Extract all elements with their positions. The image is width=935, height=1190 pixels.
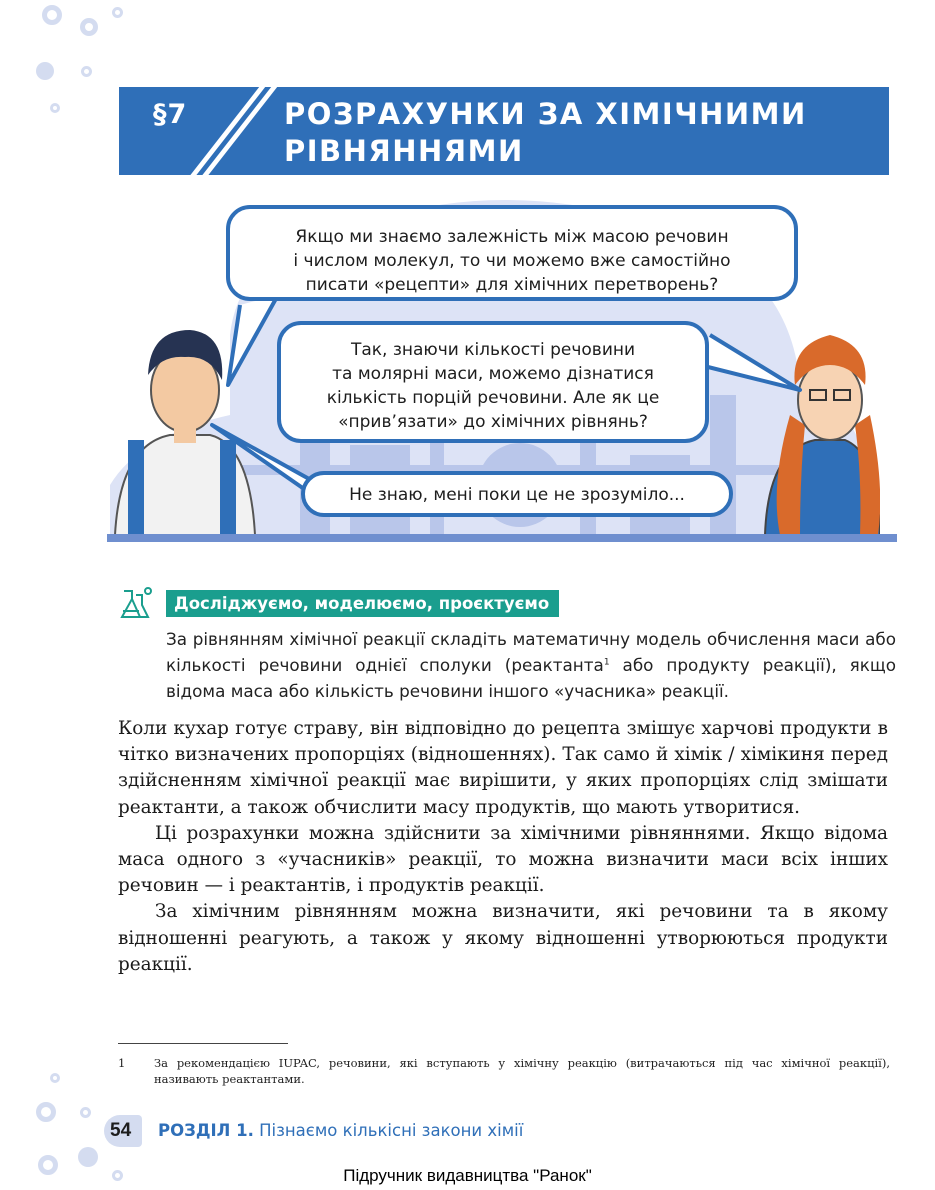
dialogue-illustration [0,175,935,555]
running-footer [158,1121,523,1140]
publisher-line: Підручник видавництва "Ранок" [343,1166,592,1185]
section-label: РОЗДІЛ 1. [158,1121,254,1140]
bubble-line: та молярні маси, можемо дізнатися [332,364,654,384]
flask-icon [118,585,158,621]
decor-bubble [81,66,92,77]
bubble-line: Не знаю, мені поки це не зрозуміло... [349,485,685,505]
decor-bubble [80,18,98,36]
body-text [118,716,888,978]
banner-stripe [173,87,273,175]
bubble-line: «прив’язати» до хімічних рівнянь? [338,412,648,432]
title-line: РОЗРАХУНКИ ЗА ХІМІЧНИМИ [284,97,807,131]
bubble-line: кількість порцій речовини. Але як це [326,388,660,408]
bubble-line: Якщо ми знаємо залежність між масою речовин [295,227,729,247]
footnote-text: За рекомендацією IUPAC, речовини, які вступають у хімічну реакцію (витрачаються під час хімічної реакції), називають реактантами. [154,1056,890,1086]
page-title [284,96,807,170]
decor-bubble [80,1107,91,1118]
decor-bubble [78,1147,98,1167]
decor-bubble [50,1073,60,1083]
bubble-line: Так, знаючи кількості речовини [350,340,636,360]
decor-bubble [112,7,123,18]
decor-bubble [42,5,62,25]
decor-bubble [36,62,54,80]
title-line: РІВНЯННЯМИ [284,134,524,168]
body-paragraph: Ці розрахунки можна здійснити за хімічними рівняннями. Якщо відома маса одного з «учасників» реакції, то можна визначити маси всіх інших речовин — і реактантів, і продуктів реакції. [118,822,888,897]
chapter-banner [119,87,889,175]
paragraph-number: §7 [153,99,188,130]
page-number: 54 [110,1120,132,1141]
footnote-divider [118,1043,288,1044]
speech-bubble-girl-answer [277,321,709,443]
speech-bubble-boy-question [226,205,798,301]
footnote-number: 1 [118,1056,126,1070]
bubble-line: і числом молекул, то чи можемо вже самостійно [293,251,731,271]
footnote-ref[interactable]: 1 [603,657,610,668]
speech-bubble-boy-reply [301,471,733,517]
research-text-part: За рівнянням хімічної реакції складіть математичну модель обчислення маси або кількості речовини однієї сполуки (реактанта [166,629,896,675]
decor-bubble [50,103,60,113]
body-paragraph: Коли кухар готує страву, він відповідно до рецепта змішує харчові продукти в чітко визначених пропорціях (відношеннях). Так само й хімік / хімікиня перед здійсненням хімічної реакції має вирішити, у яких пропорціях слід змішати реактанти, а також обчислити масу продуктів, що мають утворитися. [118,718,888,818]
section-title: Пізнаємо кількісні закони хімії [253,1121,524,1140]
bubble-line: писати «рецепти» для хімічних перетворень? [305,275,719,295]
research-heading: Досліджуємо, моделюємо, проєктуємо [166,590,559,617]
research-text-part: або продукту реакції), якщо відома маса або кількість речовини іншого «учасника» реакції. [166,655,896,701]
ground-line [107,534,897,542]
research-text [166,626,896,704]
body-paragraph: За хімічним рівнянням можна визначити, які речовини та в якому відношенні реагують, а також у якому відношенні утворюються продукти реакції. [118,901,888,975]
decor-bubble [36,1102,56,1122]
